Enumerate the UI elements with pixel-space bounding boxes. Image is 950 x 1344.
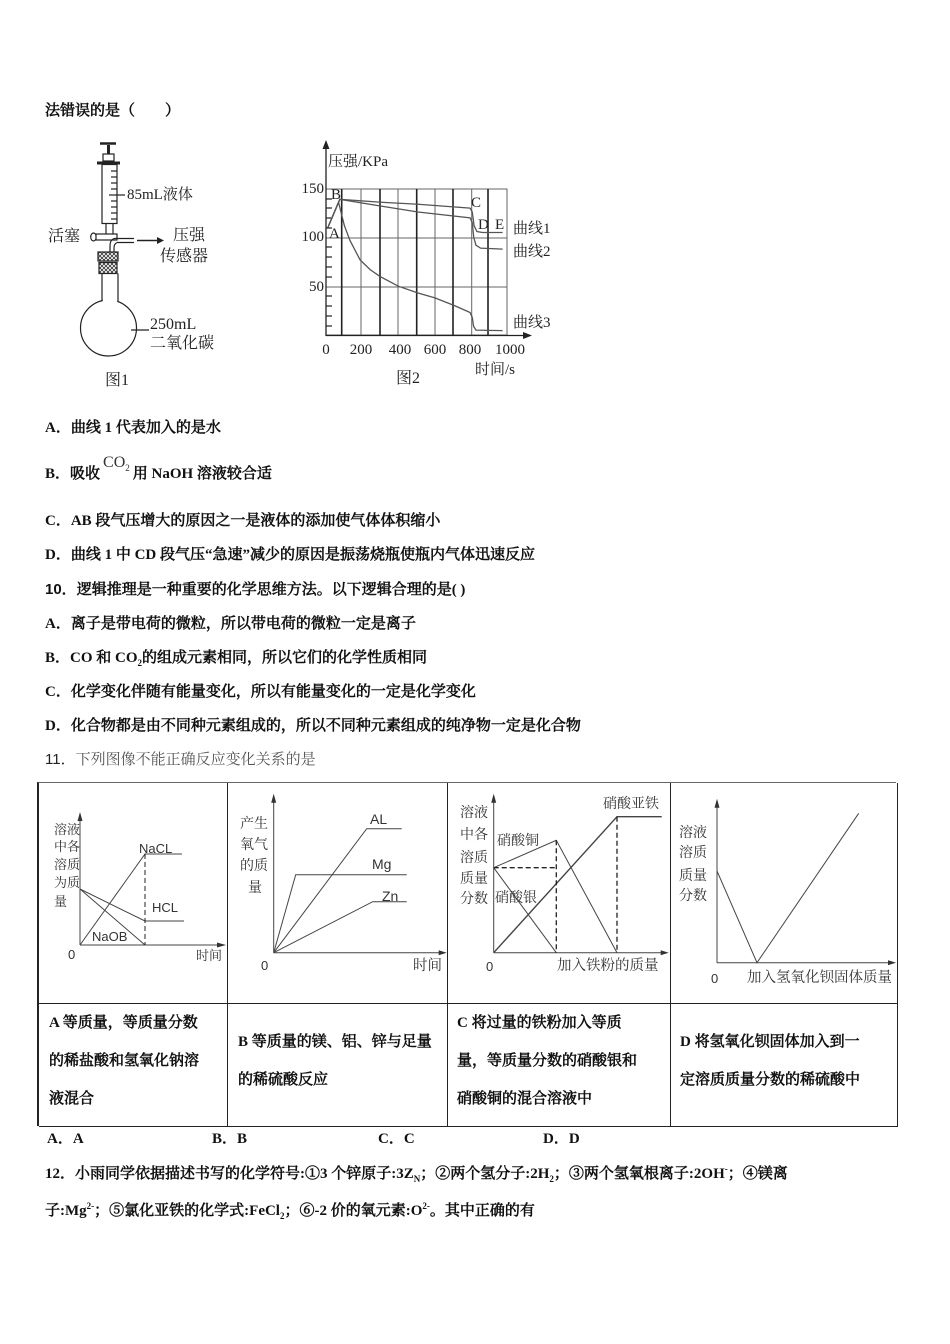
q9-option-a — [45, 419, 221, 437]
arrow-right-icon — [217, 943, 226, 948]
q11-choice-c — [378, 1130, 415, 1148]
desc-line: 定溶质质量分数的稀硫酸中 — [680, 1072, 861, 1088]
x-axis-label: 加入铁粉的质量 — [557, 958, 659, 974]
fig2-x-tick-1000: 1000 — [495, 342, 525, 358]
option-text: 化学变化伴随有能量变化，所以有能量变化的一定是化学变化 — [70, 684, 476, 700]
option-letter: B． — [45, 650, 71, 666]
series-label-silver-nitrate: 硝酸银 — [495, 890, 537, 906]
subscript: N — [413, 1174, 421, 1184]
y-label-line: 溶液 — [54, 823, 81, 838]
desc-line: B 等质量的镁、铝、锌与足量 — [238, 1034, 432, 1050]
desc-line: 的稀盐酸和氢氧化钠溶 — [49, 1053, 200, 1069]
option-letter: D． — [45, 547, 71, 563]
table-cell-desc-d — [671, 1004, 898, 1127]
co2-formula — [103, 454, 130, 474]
fig1-flask-gas-label: 二氧化碳 — [150, 335, 215, 352]
fig2-y-tick-100: 100 — [301, 229, 324, 245]
desc-line: A 等质量，等质量分数 — [49, 1015, 198, 1031]
fig2-point-e: E — [495, 217, 505, 233]
desc-line: 的稀硫酸反应 — [238, 1072, 329, 1088]
superscript: 2- — [86, 1201, 95, 1211]
option-letter: B． — [45, 466, 71, 482]
table-cell-chart-b — [228, 783, 448, 1004]
superscript: 2- — [422, 1201, 430, 1211]
series-label-zn: Zn — [382, 888, 399, 904]
fig2-x-tick-200: 200 — [349, 342, 373, 358]
figure2-curves — [328, 199, 503, 330]
desc-line: 量，等质量分数的硝酸银和 — [457, 1053, 638, 1069]
subscript: 2 — [549, 1174, 554, 1184]
series-label-ferrous-nitrate: 硝酸亚铁 — [603, 796, 659, 812]
fig2-y-tick-50: 50 — [309, 279, 324, 295]
desc-line: C 将过量的铁粉加入等质 — [457, 1015, 622, 1031]
series-label-copper-nitrate: 硝酸铜 — [497, 833, 539, 849]
fig2-x-axis-label: 时间/s — [475, 362, 516, 378]
fig2-point-b: B — [331, 187, 342, 203]
y-label-line: 质量 — [679, 868, 707, 884]
formula-base: CO — [103, 454, 126, 471]
y-label-line: 量 — [54, 895, 68, 910]
x-axis-label: 时间 — [413, 958, 442, 974]
series-label-mg: Mg — [372, 856, 392, 872]
table-cell-desc-a — [39, 1004, 228, 1127]
q9-option-d — [45, 546, 535, 564]
q10-option-c — [45, 683, 476, 701]
option-letter: C． — [45, 684, 71, 700]
table-cell-chart-c — [448, 783, 671, 1004]
origin-label: 0 — [486, 959, 494, 974]
y-label-line: 量 — [248, 880, 262, 896]
arrow-right-icon — [888, 960, 896, 965]
arrow-up-icon — [271, 794, 276, 803]
option-letter: C． — [45, 513, 71, 529]
series-label-hcl: HCL — [152, 900, 179, 915]
q10-stem — [45, 581, 465, 599]
y-label-line: 溶液 — [679, 825, 707, 841]
option-letter: D． — [45, 718, 71, 734]
q10-option-b — [45, 649, 427, 667]
origin-label: 0 — [261, 958, 269, 973]
formula-subscript: 2 — [125, 463, 130, 474]
origin-label: 0 — [68, 947, 76, 962]
fig2-point-a: A — [329, 226, 340, 242]
arrow-right-icon — [661, 950, 669, 955]
fig2-y-axis-label: 压强/KPa — [328, 154, 389, 170]
text-segment: 子:Mg — [45, 1203, 87, 1219]
syringe-barrel-icon — [102, 165, 125, 224]
arrow-up-icon — [491, 794, 496, 803]
series-label-naob: NaOB — [92, 929, 128, 944]
table-cell-chart-d — [671, 783, 898, 1004]
series-mg — [274, 875, 407, 953]
q10-option-d — [45, 717, 581, 735]
table-cell-chart-a — [39, 783, 228, 1004]
series-solute-fraction — [717, 813, 859, 962]
y-label-line: 溶质 — [54, 858, 81, 873]
fig2-point-c: C — [471, 195, 482, 211]
y-label-line: 中各 — [460, 827, 488, 843]
q12-line-1 — [45, 1165, 788, 1183]
text-segment: ；②两个氢分子:2H — [420, 1166, 550, 1182]
fig1-sensor-label-line1: 压强 — [173, 227, 206, 244]
option-text-pre: 吸收 — [70, 466, 101, 482]
y-label-line: 中各 — [54, 840, 81, 855]
q9-stem-tail: 法错误的是（ ） — [45, 103, 181, 119]
text-segment: 。其中正确的有 — [429, 1203, 535, 1219]
series-label-nacl: NaCL — [139, 841, 173, 856]
arrow-right-icon — [137, 237, 164, 244]
subscript: 2 — [279, 1211, 285, 1221]
fig2-x-tick-600: 600 — [423, 342, 447, 358]
choice-letter: B． — [212, 1131, 238, 1147]
option-text: AB 段气压增大的原因之一是液体的添加使气体体积缩小 — [70, 513, 441, 529]
y-label-line: 溶质 — [679, 845, 707, 861]
desc-line: D 将氢氧化钡固体加入到一 — [680, 1034, 860, 1050]
text-segment: 12．小雨同学依据描述书写的化学符号:①3 个锌原子:3Z — [45, 1166, 414, 1182]
y-label-line: 产生 — [240, 816, 268, 832]
fig2-caption: 图2 — [396, 370, 421, 387]
chart-a-graphic — [39, 783, 228, 1004]
fig2-y-tick-150: 150 — [301, 181, 324, 197]
desc-line: 硝酸铜的混合溶液中 — [457, 1091, 593, 1107]
fig1-sensor-label-line2: 传感器 — [160, 248, 209, 265]
superscript: - — [724, 1164, 728, 1174]
table-cell-desc-b — [228, 1004, 448, 1127]
fig1-caption: 图1 — [105, 372, 130, 389]
option-letter: A． — [45, 616, 71, 632]
y-label-line: 分数 — [460, 891, 488, 907]
text-segment: ；④镁离 — [727, 1166, 788, 1182]
question-number: 11． — [45, 751, 76, 768]
q10-option-a — [45, 615, 416, 633]
fig2-curve3-label: 曲线3 — [513, 315, 551, 331]
choice-letter: D． — [543, 1131, 569, 1147]
rubber-stopper-icon — [98, 252, 118, 274]
y-label-line: 溶质 — [460, 850, 488, 866]
origin-label: 0 — [711, 971, 719, 986]
fig1-liquid-label: 85mL液体 — [127, 187, 193, 203]
option-text-pre: CO 和 CO — [70, 650, 138, 666]
q11-choice-b — [212, 1130, 247, 1148]
q12-line-2 — [45, 1202, 535, 1220]
fig2-x-tick-400: 400 — [388, 342, 412, 358]
choice-value: D — [568, 1131, 580, 1147]
option-text: 曲线 1 中 CD 段气压“急速”减少的原因是振荡烧瓶使瓶内气体迅速反应 — [70, 547, 536, 563]
q11-options-table — [37, 782, 896, 1126]
text-segment: ；⑥-2 价的氧元素:O — [284, 1203, 423, 1219]
y-label-line: 为质 — [54, 876, 81, 891]
desc-line: 液混合 — [49, 1091, 95, 1107]
table-cell-desc-c — [448, 1004, 671, 1127]
q11-choice-a — [47, 1130, 84, 1148]
q11-choice-d — [543, 1130, 580, 1148]
question-text: 逻辑推理是一种重要的化学思维方法。以下逻辑合理的是( ) — [76, 582, 466, 598]
round-flask-icon — [81, 274, 150, 357]
option-text: 离子是带电荷的微粒，所以带电荷的微粒一定是离子 — [70, 616, 416, 632]
curve-3 — [328, 202, 503, 330]
fig2-curve1-label: 曲线1 — [513, 221, 551, 237]
fig2-curve2-label: 曲线2 — [513, 244, 551, 260]
syringe-plunger-icon — [97, 144, 120, 164]
choice-value: B — [237, 1131, 248, 1147]
y-label-line: 质量 — [460, 871, 488, 887]
question-number: 10． — [45, 581, 77, 598]
q11-stem — [45, 751, 316, 769]
x-axis-label: 时间 — [196, 949, 223, 964]
option-text-post: 用 NaOH 溶液较合适 — [132, 466, 272, 482]
x-axis-label: 加入氢氧化钡固体质量 — [747, 970, 892, 986]
fig2-x-tick-800: 800 — [458, 342, 482, 358]
series-silver-nitrate — [494, 868, 557, 953]
text-segment: ；③两个氢氧根离子:2OH — [553, 1166, 725, 1182]
arrow-up-icon — [715, 799, 720, 808]
y-label-line: 分数 — [679, 888, 707, 904]
fig2-x-tick-0: 0 — [322, 342, 330, 358]
y-label-line: 溶液 — [460, 805, 488, 821]
fig1-stopcock-label: 活塞 — [48, 228, 81, 245]
arrow-up-icon — [78, 812, 83, 821]
choice-letter: C． — [378, 1131, 404, 1147]
series-label-al: AL — [370, 811, 388, 827]
q9-option-b — [45, 454, 272, 483]
choice-value: A — [72, 1131, 84, 1147]
fig2-point-d: D — [478, 217, 489, 233]
series-zn — [274, 902, 407, 953]
arrow-right-icon — [439, 950, 447, 955]
choice-value: C — [403, 1131, 415, 1147]
y-label-line: 氧气 — [240, 837, 268, 853]
text-segment: ；⑤氯化亚铁的化学式:FeCl — [94, 1203, 280, 1219]
option-text: 化合物都是由不同种元素组成的，所以不同种元素组成的纯净物一定是化合物 — [70, 718, 581, 734]
fig1-flask-volume-label: 250mL — [150, 316, 197, 333]
formula-subscript: 2 — [137, 658, 143, 668]
option-text-post: 的组成元素相同，所以它们的化学性质相同 — [142, 650, 428, 666]
option-letter: A． — [45, 420, 71, 436]
q9-option-c — [45, 512, 440, 530]
choice-letter: A． — [47, 1131, 73, 1147]
y-label-line: 的质 — [240, 858, 268, 874]
question-text: 下列图像不能正确反应变化关系的是 — [75, 752, 316, 768]
option-text: 曲线 1 代表加入的是水 — [70, 420, 221, 436]
